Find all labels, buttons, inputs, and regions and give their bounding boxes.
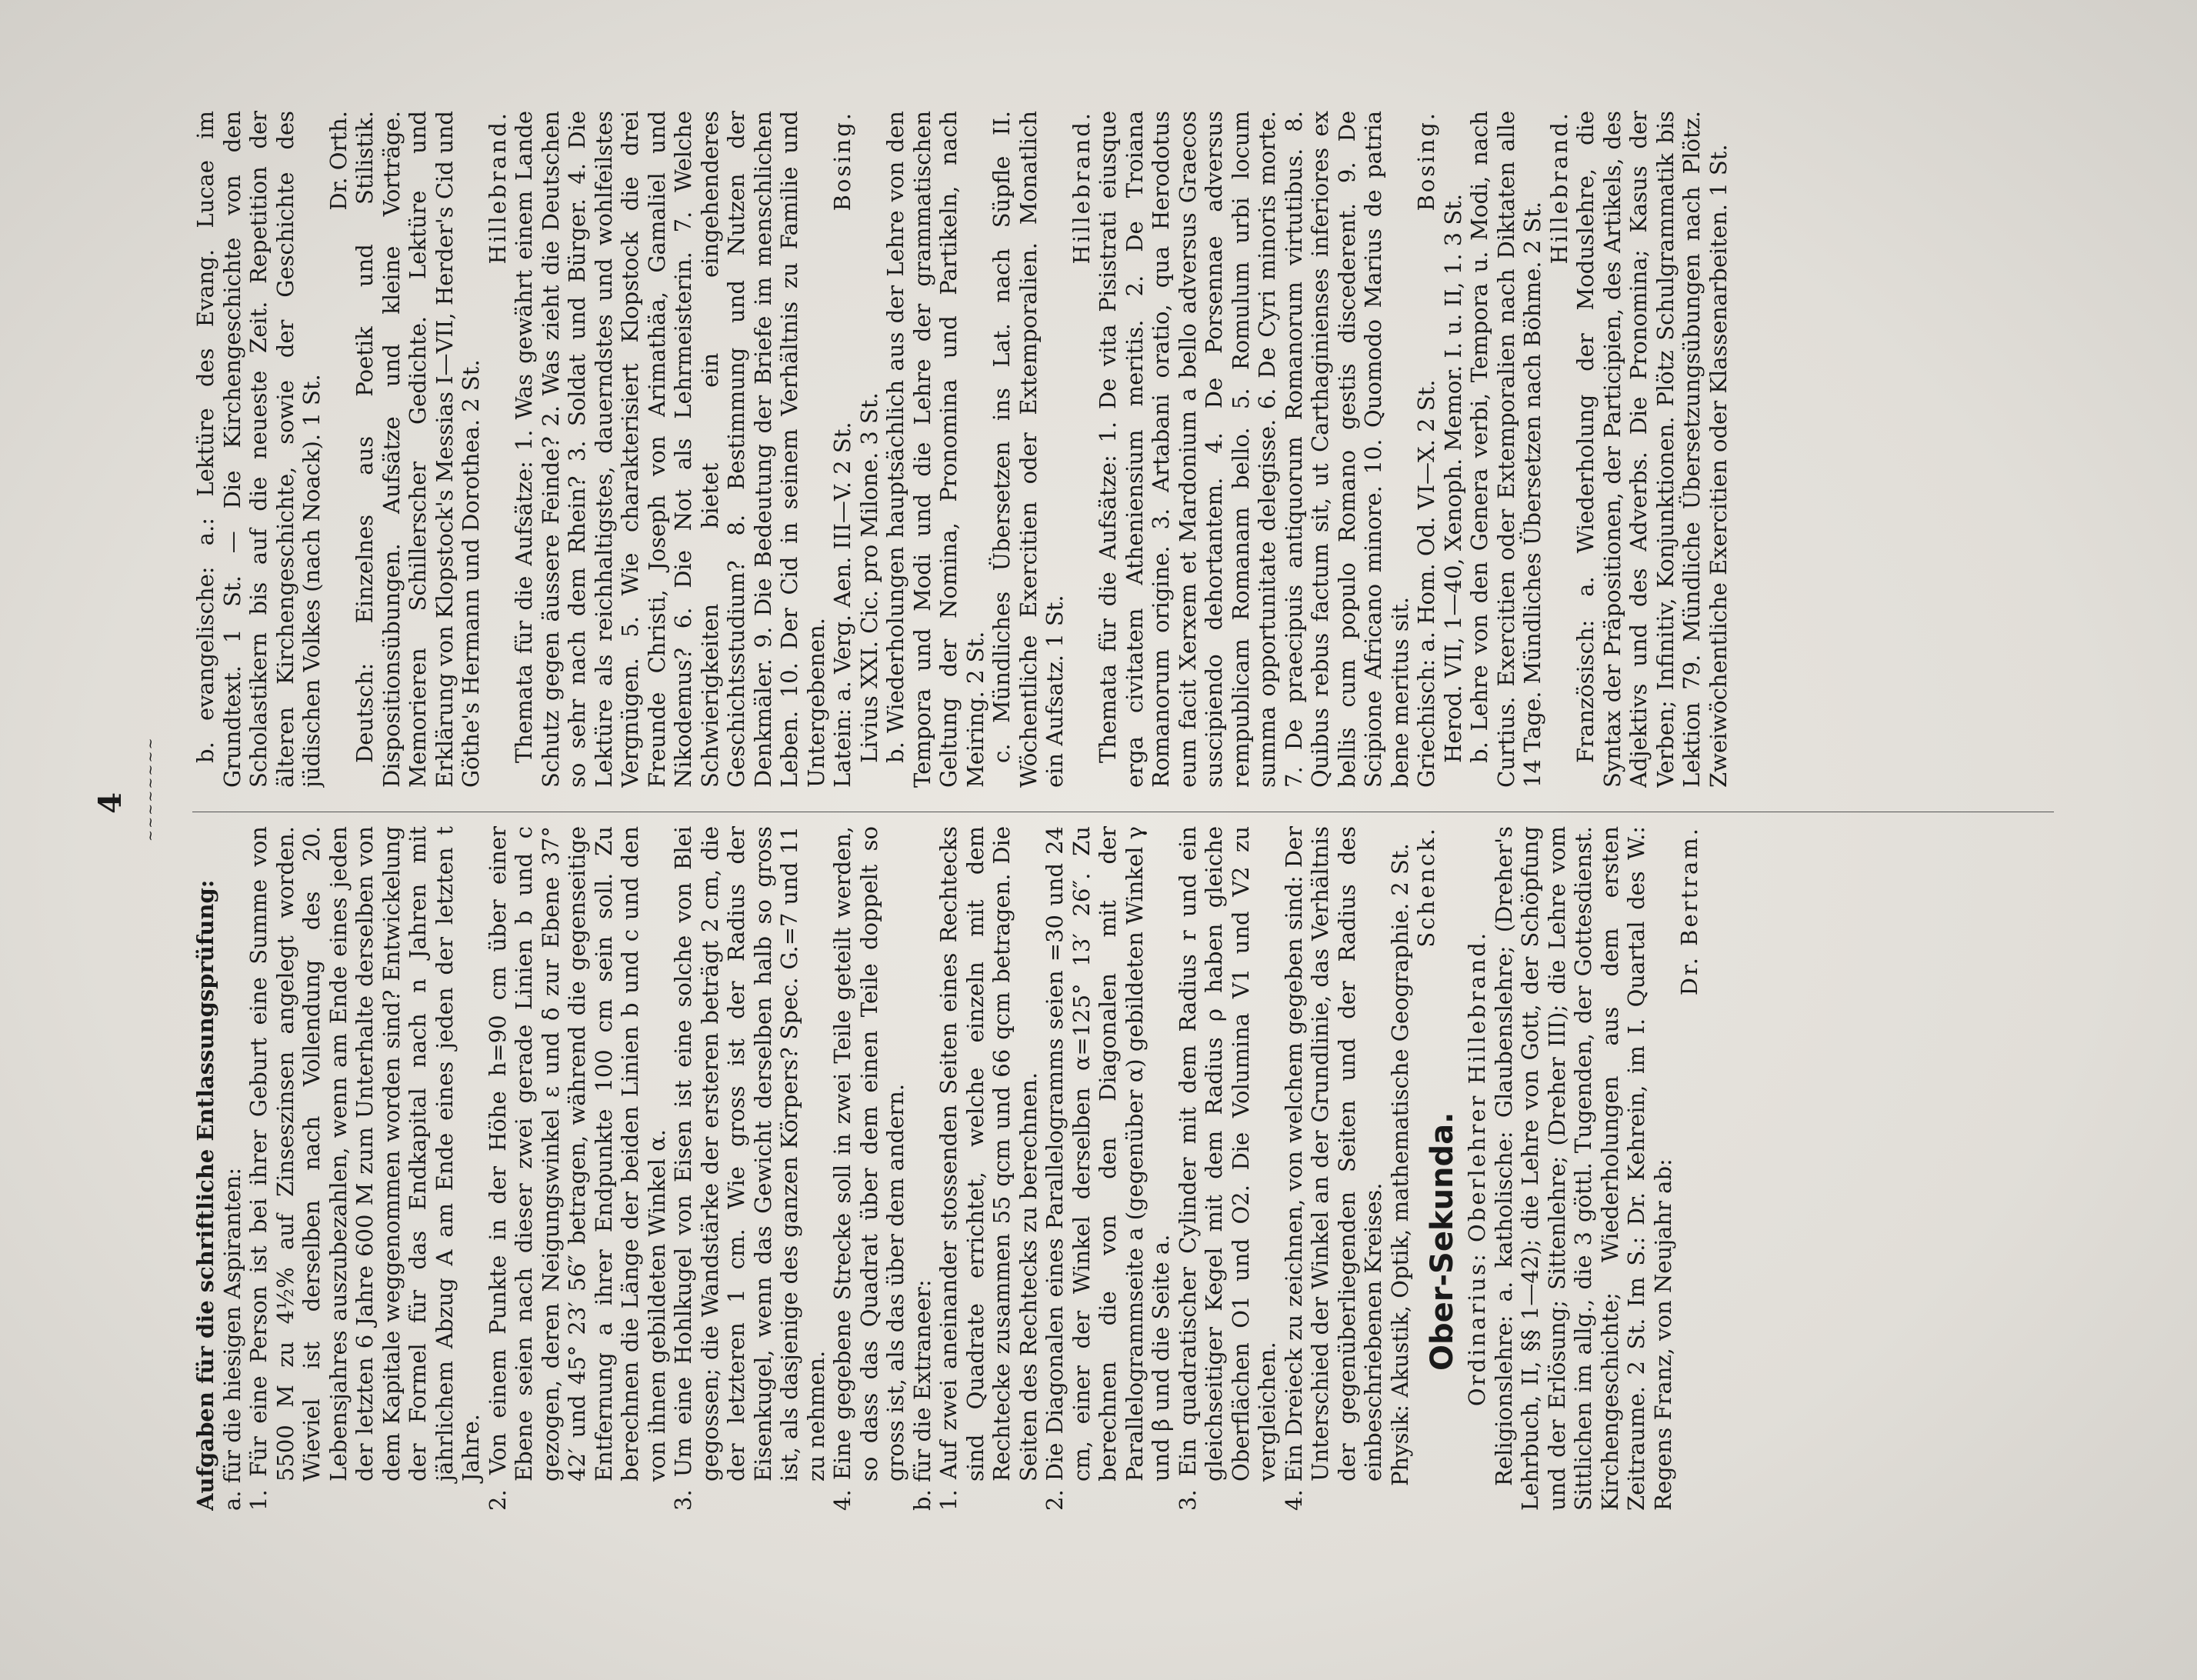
signature-bosing-1: Bosing. (829, 111, 855, 212)
right-column (192, 111, 2054, 788)
evangelical-religion-paragraph: b. evangelische: a.: Lektüre des Evang. Lucae im Grundtext. 1 St. — Die Kirchengeschichte von den Scholastikern bis auf die neueste Zeit. Repetition der älteren Kirchengeschichte, sowie der Geschichte des jüdischen Volkes (nach Noack). 1 St. (192, 111, 325, 788)
ordinarius-line: Ordinarius: Oberlehrer Hillebrand. (1464, 930, 1490, 1407)
task-b3: 3. Ein quadratischer Cylinder mit dem Radius r und ein gleichseitiger Kegel mit dem Radius ρ haben gleiche Oberflächen O1 und O2. Die Volumina V1 und V2 zu vergleichen. (1174, 826, 1280, 1511)
greek-b-paragraph: b. Lehre von den Genera verbi, Tempora u. Modi, nach Curtius. Exercitien oder Extemporalien nach Diktaten alle 14 Tage. Mündliches Übersetzen nach Böhme. 2 St. (1466, 111, 1545, 788)
signature-schenck: Schenck. (1413, 826, 1439, 948)
german-essay-topics: Themata für die Aufsätze: 1. Was gewährt einem Lande Schutz gegen äussere Feinde? 2. Was zieht die Deutschen so sehr nach dem Rhein? 3. Soldat und Bürger. 4. Die Lektüre als reichhaltigstes, dauerndstes und wohlfeilstes Vergnügen. 5. Wie charakterisiert Klopstock die drei Freunde Christi, Joseph von Arimathäa, Gamaliel und Nikodemus? 6. Die Not als Lehrmeisterin. 7. Welche Schwierigkeiten bietet ein eingehenderes Geschichtsstudium? 8. Bestimmung und Nutzen der Denkmäler. 9. Die Bedeutung der Briefe im menschlichen Leben. 10. Der Cid in seinem Verhältnis zu Familie und Untergebenen. (511, 111, 829, 788)
greek-a-line: Griechisch: a. Hom. Od. VI—X. 2 St. Bosing. (1413, 111, 1439, 788)
exam-tasks-heading: Aufgaben für die schriftliche Entlassungsprüfung: (192, 879, 218, 1511)
french-paragraph: Französisch: a. Wiederholung der Moduslehre, die Syntax der Präpositionen, der Participien, des Artikels, des Adjektivs und des Adverbs. Die Pronomina; Kasus der Verben; Infinitiv, Konjunktionen. Plötz Schulgrammatik bis Lektion 79. Mündliche Übersetzungsübungen nach Plötz. Zweiwöchentliche Exercitien oder Klassenarbeiten. 1 St. (1572, 111, 1732, 788)
signature-bosing-2: Bosing. (1413, 111, 1439, 212)
page-number-ornament: ~~~~~~~~ (142, 736, 158, 842)
signature-hillebrand-3: Hillebrand. (1545, 111, 1572, 265)
religion-paragraph: Religionslehre: a. katholische: Glaubenslehre; (Dreher's Lehrbuch, II, §§ 1—42); die Lehre von Gott, der Schöpfung und der Erlösung; Sittenlehre; (Dreher III); die Lehre vom Sittlichen im allg., die 3 göttl. Tugenden, der Gottesdienst. Kirchengeschichte; Wiederholungen aus dem ersten Zeitraume. 2 St. Im S.: Dr. Kehrein, im I. Quartal des W.: Regens Franz, von Neujahr ab: (1490, 826, 1676, 1511)
greek-herod-line: Herod. VII, 1—40, Xenoph. Memor. I. u. II, 1. 3 St. (1439, 193, 1466, 763)
page-number: 4 (92, 792, 128, 814)
physics-paragraph: Physik: Akustik, Optik, mathematische Geographie. 2 St. Schenck. (1386, 826, 1439, 1486)
german-paragraph: Deutsch: Einzelnes aus Poetik und Stilistik. Dispositionsübungen. Aufsätze und kleine Vorträge. Memorieren Schillerscher Gedichte. Lektüre und Erklärung von Klopstock's Messias I—VII, Herder's Cid und Göthe's Hermann und Dorothea. 2 St. (352, 111, 484, 788)
latin-a-line: Latein: a. Verg. Aen. III—V. 2 St. Bosing. (829, 111, 855, 788)
signature-hillebrand-1: Hillebrand. (484, 111, 511, 265)
task-a2: 2. Von einem Punkte in der Höhe h=90 cm über einer Ebene seien nach dieser zwei gerade Linien b und c gezogen, deren Neigungswinkel ε und δ zur Ebene 37° 42′ und 45° 23′ 56″ betragen, während die gegenseitige Entfernung a ihrer Endpunkte 100 cm sein soll. Zu berechnen die Länge der beiden Linien b und c und den von ihnen gebildeten Winkel α. (484, 826, 670, 1511)
task-a1: 1. Für eine Person ist bei ihrer Geburt eine Summe von 5500 M zu 4½% auf Zinseszinsen angelegt worden. Wieviel ist derselben nach Vollendung des 20. Lebensjahres auszubezahlen, wenn am Ende eines jeden der letzten 6 Jahre 600 M zum Unterhalte derselben von dem Kapitale weggenommen worden sind? Entwickelung der Formel für das Endkapital nach n Jahren mit jährlichem Abzug A am Ende eines jeden der letzten t Jahre. (245, 826, 484, 1511)
left-column (192, 826, 2054, 1511)
task-a4: 4. Eine gegebene Strecke soll in zwei Teile geteilt werden, so dass das Quadrat über dem einen Teile doppelt so gross ist, als das über dem andern. (829, 826, 908, 1511)
task-b4: 4. Ein Dreieck zu zeichnen, von welchem gegeben sind: Der Unterschied der Winkel an der Grundlinie, das Verhältnis der gegenüberliegenden Seiten und der Radius des einbeschriebenen Kreises. (1280, 826, 1386, 1511)
signature-bertram: Dr. Bertram. (1676, 826, 1702, 996)
latin-livius-line: Livius XXI. Cic. pro Milone. 3 St. (855, 392, 882, 763)
task-b1: 1. Auf zwei aneinander stossenden Seiten eines Rechtecks sind Quadrate errichtet, welche einzeln mit dem Rechtecke zusammen 55 qcm und 66 qcm betragen. Die Seiten des Rechtecks zu berechnen. (935, 826, 1042, 1511)
signature-orth: Dr. Orth. (325, 111, 352, 211)
task-b2: 2. Die Diagonalen eines Parallelogramms seien =30 und 24 cm, einer der Winkel derselben α=125° 13′ 26″. Zu berechnen die von den Diagonalen mit der Parallelogrammseite a (gegenüber α) gebildeten Winkel γ und β und die Seite a. (1042, 826, 1174, 1511)
external-candidates-heading: b. für die Extraneer: (908, 1279, 935, 1511)
section-title: Ober-Sekunda. (1425, 1112, 1460, 1372)
latin-b-paragraph: b. Wiederholungen hauptsächlich aus der Lehre von den Tempora und Modi und die Lehre der grammatischen Geltung der Nomina, Pronomina und Partikeln, nach Meiring. 2 St. (882, 111, 988, 788)
task-a3: 3. Um eine Hohlkugel von Eisen ist eine solche von Blei gegossen; die Wandstärke der ersteren beträgt 2 cm, die der letzteren 1 cm. Wie gross ist der Radius der Eisenkugel, wenn das Gewicht derselben halb so gross ist, als dasjenige des ganzen Körpers? Spec. G.=7 und 11 zu nehmen. (670, 826, 829, 1511)
latin-essay-topics: Themata für die Aufsätze: 1. De vita Pisistrati eiusque erga civitatem Atheniensium meritis. 2. De Troiana Romanorum origine. 3. Artabani oratio, qua Herodotus eum facit Xerxem et Mardonium a bello adversus Graecos suscipiendo dehortantem. 4. De Porsennae adversus rempublicam Romanam bello. 5. Romulum urbi locum summa opportunitate delegisse. 6. De Cyri minoris morte. 7. De praecipuis antiquorum Romanorum virtutibus. 8. Quibus rebus factum sit, ut Carthaginienses inferiores ex bellis cum populo Romano gestis discederent. 9. De Scipione Africano minore. 10. Quomodo Marius de patria bene meritus sit. (1095, 111, 1413, 788)
local-candidates-heading: a. für die hiesigen Aspiranten: (218, 1167, 245, 1511)
latin-c-paragraph: c. Mündliches Übersetzen ins Lat. nach Süpfle II. Wöchentliche Exercitien oder Extemporalien. Monatlich ein Aufsatz. 1 St. (988, 111, 1068, 788)
signature-hillebrand-2: Hillebrand. (1068, 111, 1095, 265)
